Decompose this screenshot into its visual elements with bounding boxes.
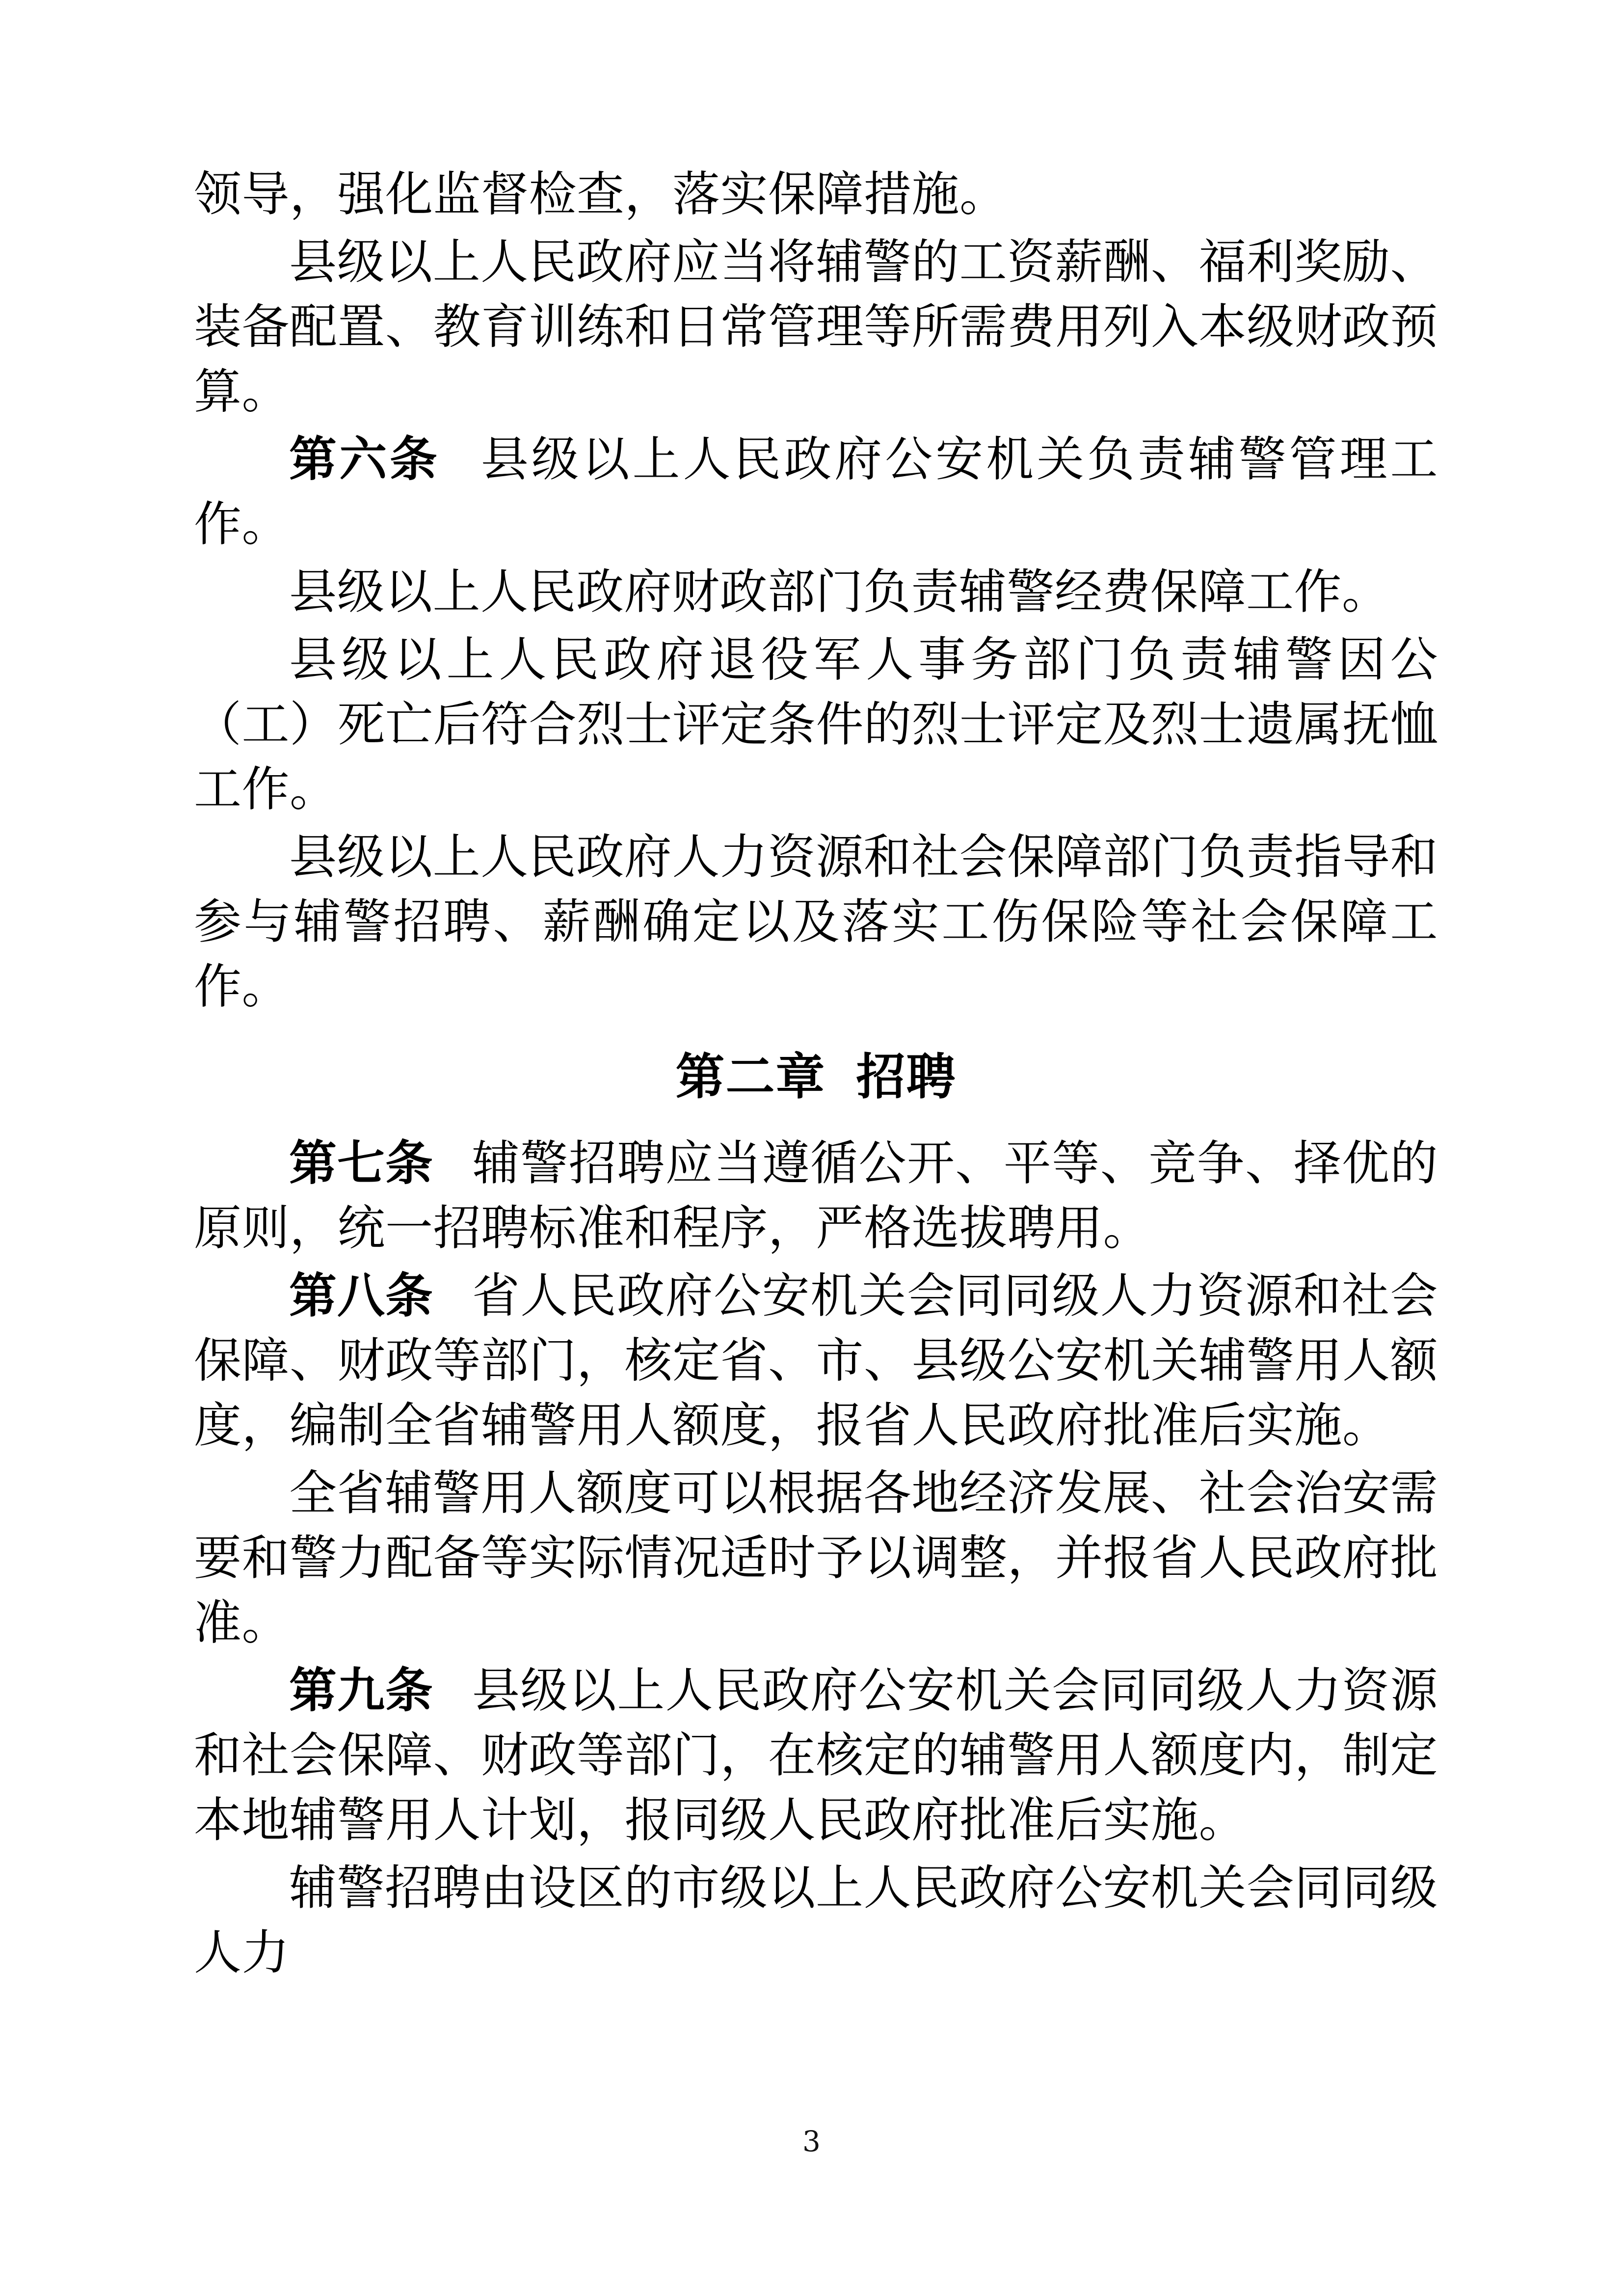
paragraph-text: 县级以上人民政府财政部门负责辅警经费保障工作。 xyxy=(289,564,1390,620)
paragraph-text: 县级以上人民政府公安机关会同同级人力资源和社会保障、财政等部门，在核定的辅警用人额度内，制定本地辅警用人计划，报同级人民政府批准后实施。 xyxy=(194,1663,1438,1848)
article-paragraph xyxy=(194,427,1438,557)
body-paragraph xyxy=(194,825,1438,1019)
body-paragraph xyxy=(194,1461,1438,1655)
article-paragraph xyxy=(194,1658,1438,1853)
body-block-lower xyxy=(194,1131,1438,1985)
page-number: 3 xyxy=(802,2125,821,2158)
article-number: 第九条 xyxy=(289,1663,433,1718)
paragraph-text: 县级以上人民政府退役军人事务部门负责辅警因公（工）死亡后符合烈士评定条件的烈士评定及烈士遗属抚恤工作。 xyxy=(194,632,1438,817)
chapter-title: 招聘 xyxy=(856,1048,957,1106)
article-number: 第七条 xyxy=(289,1135,433,1191)
article-paragraph xyxy=(194,1131,1438,1261)
page-content-area xyxy=(194,162,1438,1988)
paragraph-text: 县级以上人民政府应当将辅警的工资薪酬、福利奖励、装备配置、教育训练和日常管理等所需费用列入本级财政预算。 xyxy=(194,234,1438,419)
paragraph-text: 领导，强化监督检查，落实保障措施。 xyxy=(194,166,1008,222)
body-paragraph xyxy=(194,230,1438,424)
paragraph-text: 辅警招聘应当遵循公开、平等、竞争、择优的原则，统一招聘标准和程序，严格选拔聘用。 xyxy=(194,1135,1438,1256)
chapter-number: 第二章 xyxy=(675,1048,826,1106)
paragraph-text: 省人民政府公安机关会同同级人力资源和社会保障、财政等部门，核定省、市、县级公安机关辅警用人额度，编制全省辅警用人额度，报省人民政府批准后实施。 xyxy=(194,1268,1438,1453)
paragraph-text: 全省辅警用人额度可以根据各地经济发展、社会治安需要和警力配备等实际情况适时予以调整，并报省人民政府批准。 xyxy=(194,1465,1438,1650)
article-paragraph xyxy=(194,1264,1438,1458)
body-paragraph xyxy=(194,560,1438,624)
paragraph-text: 县级以上人民政府公安机关负责辅警管理工作。 xyxy=(194,432,1438,552)
article-number: 第八条 xyxy=(289,1268,433,1324)
paragraph-text: 县级以上人民政府人力资源和社会保障部门负责指导和参与辅警招聘、薪酬确定以及落实工伤保险等社会保障工作。 xyxy=(194,829,1438,1014)
body-paragraph xyxy=(194,162,1438,227)
chapter-heading xyxy=(194,1045,1438,1109)
article-number: 第六条 xyxy=(289,432,440,487)
body-block-upper xyxy=(194,162,1438,1019)
body-paragraph xyxy=(194,627,1438,822)
body-paragraph xyxy=(194,1856,1438,1985)
paragraph-text: 辅警招聘由设区的市级以上人民政府公安机关会同同级人力 xyxy=(194,1860,1438,1980)
